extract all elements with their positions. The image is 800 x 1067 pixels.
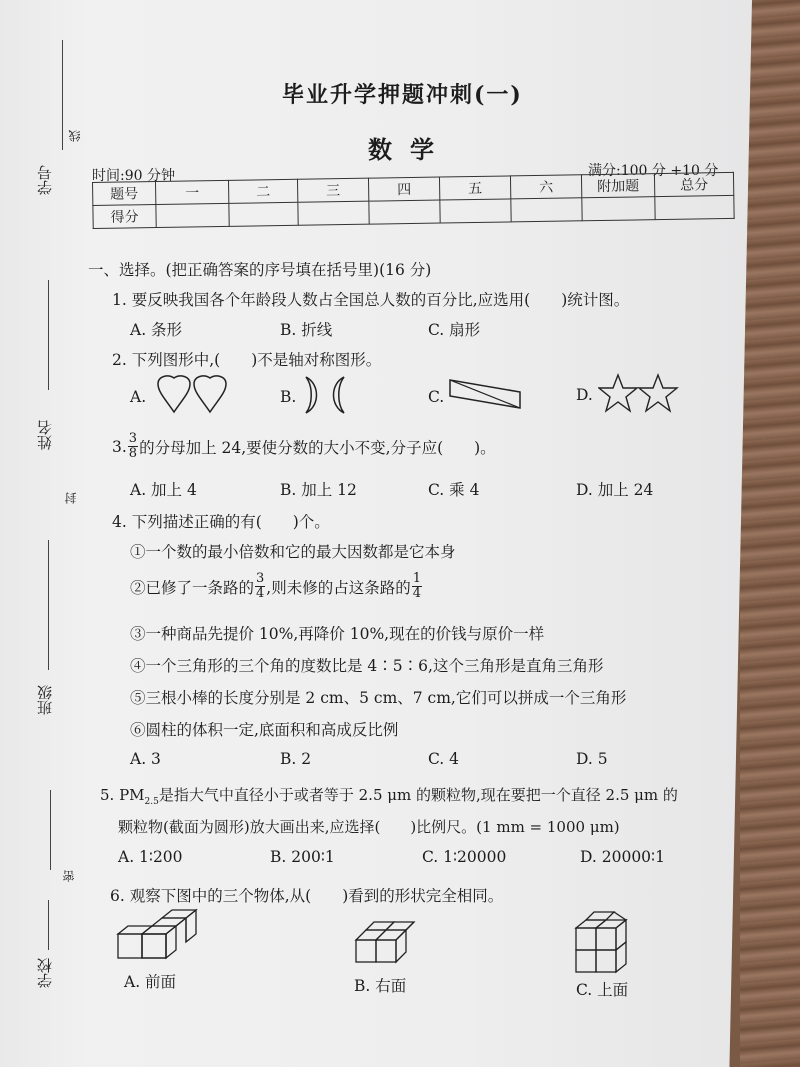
fraction-numerator: 3 bbox=[256, 571, 265, 586]
exam-title: 毕业升学押题冲刺(一) bbox=[282, 82, 523, 108]
score-blank-cell bbox=[369, 200, 440, 224]
back-to-back-crescents-icon bbox=[300, 374, 350, 416]
two-hearts-icon bbox=[154, 374, 238, 416]
question-4: 4. 下列描述正确的有( )个。 bbox=[112, 513, 330, 531]
score-table-cell: 题号 bbox=[93, 182, 156, 206]
score-table-cell: 五 bbox=[439, 176, 510, 200]
cut-mark-xian: 线 bbox=[68, 130, 82, 142]
q4-option-a: A. 3 bbox=[130, 750, 161, 768]
score-blank-cell bbox=[582, 197, 655, 221]
q3-option-b: B. 加上 12 bbox=[280, 481, 357, 499]
q3-option-c: C. 乘 4 bbox=[428, 481, 480, 499]
fraction-denominator: 4 bbox=[256, 586, 265, 601]
fraction-numerator: 1 bbox=[412, 571, 422, 586]
q4-statement-2 bbox=[130, 572, 423, 601]
q5-option-a: A. 1∶200 bbox=[118, 848, 183, 866]
binding-line bbox=[62, 40, 63, 150]
q2-option-c: C. bbox=[428, 388, 445, 406]
student-no-label: 学号 bbox=[36, 165, 54, 195]
q6-option-c: C. 上面 bbox=[576, 981, 629, 999]
section-heading: 一、选择。(把正确答案的序号填在括号里)(16 分) bbox=[88, 261, 432, 279]
q4-s2-middle: ,则未修的占这条路的 bbox=[266, 578, 411, 597]
name-line bbox=[48, 280, 49, 390]
q4-statement-1: ①一个数的最小倍数和它的最大因数都是它本身 bbox=[130, 543, 456, 561]
cube-stack-c-icon bbox=[572, 910, 640, 976]
q1-option-a: A. 条形 bbox=[130, 321, 183, 339]
score-blank-cell bbox=[229, 202, 298, 226]
class-label: 班级 bbox=[36, 685, 54, 715]
fraction-3-4 bbox=[255, 572, 265, 601]
wood-background bbox=[740, 0, 800, 1067]
q4-statement-3: ③一种商品先提价 10%,再降价 10%,现在的价钱与原价一样 bbox=[130, 625, 545, 643]
q3-text: 的分母加上 24,要使分数的大小不变,分子应( )。 bbox=[139, 438, 496, 457]
question-3 bbox=[112, 432, 496, 461]
cut-mark-mi: 密 bbox=[62, 870, 76, 882]
q4-option-d: D. 5 bbox=[576, 750, 608, 768]
name-label: 姓名 bbox=[36, 420, 54, 450]
q4-s2-prefix: ②已修了一条路的 bbox=[130, 578, 255, 597]
fraction-denominator: 8 bbox=[128, 446, 138, 461]
two-stars-icon bbox=[598, 372, 682, 416]
question-6: 6. 观察下图中的三个物体,从( )看到的形状完全相同。 bbox=[110, 887, 504, 905]
q5-option-b: B. 200∶1 bbox=[270, 848, 335, 866]
score-table bbox=[92, 172, 735, 229]
cube-stack-b-icon bbox=[352, 916, 416, 968]
q4-statement-4: ④一个三角形的三个角的度数比是 4∶5∶6,这个三角形是直角三角形 bbox=[130, 657, 604, 675]
question-1: 1. 要反映我国各个年龄段人数占全国总人数的百分比,应选用( )统计图。 bbox=[112, 291, 630, 309]
question-5-line-1 bbox=[100, 784, 678, 807]
question-2: 2. 下列图形中,( )不是轴对称图形。 bbox=[112, 351, 382, 369]
q2-option-d: D. bbox=[576, 386, 593, 404]
q3-option-d: D. 加上 24 bbox=[576, 481, 654, 499]
score-table-cell: 附加题 bbox=[581, 174, 654, 198]
cube-stack-a-icon bbox=[114, 908, 200, 968]
fraction-3-8 bbox=[128, 432, 138, 461]
parallelogram-icon bbox=[448, 376, 524, 412]
q5-option-d: D. 20000∶1 bbox=[580, 848, 665, 866]
score-row-label: 得分 bbox=[93, 204, 156, 228]
cut-mark-feng: 封 bbox=[64, 492, 78, 504]
score-blank-cell bbox=[655, 195, 734, 219]
q4-option-b: B. 2 bbox=[280, 750, 312, 768]
question-5-line-2: 颗粒物(截面为圆形)放大画出来,应选择( )比例尺。(1 mm = 1000 μm) bbox=[118, 818, 620, 836]
q2-option-b: B. bbox=[280, 388, 297, 406]
binding-line-2 bbox=[50, 790, 51, 870]
q4-statement-6: ⑥圆柱的体积一定,底面积和高成反比例 bbox=[130, 721, 399, 739]
q4-statement-5: ⑤三根小棒的长度分别是 2 cm、5 cm、7 cm,它们可以拼成一个三角形 bbox=[130, 689, 627, 707]
score-table-cell: 四 bbox=[368, 177, 439, 201]
subject-title: 数学 bbox=[368, 135, 452, 164]
fraction-numerator: 3 bbox=[128, 431, 138, 446]
q6-option-b: B. 右面 bbox=[354, 977, 407, 995]
score-table-cell: 三 bbox=[297, 178, 368, 202]
score-table-cell: 六 bbox=[510, 175, 581, 199]
score-blank-cell bbox=[298, 201, 369, 225]
class-line bbox=[48, 540, 49, 670]
score-table-cell: 一 bbox=[156, 180, 229, 204]
score-blank-cell bbox=[440, 199, 511, 223]
full-score: 满分:100 分 +10 分 bbox=[588, 163, 719, 179]
time-limit: 时间:90 分钟 bbox=[92, 168, 175, 184]
q5-line1-text: 是指大气中直径小于或者等于 2.5 μm 的颗粒物,现在要把一个直径 2.5 μm 的 bbox=[158, 786, 678, 804]
score-blank-cell bbox=[511, 198, 582, 222]
q5-pm-subscript: 2.5 bbox=[144, 797, 159, 807]
q6-option-a: A. 前面 bbox=[124, 973, 177, 991]
q5-option-c: C. 1∶20000 bbox=[422, 848, 507, 866]
q3-number: 3. bbox=[112, 437, 127, 456]
score-blank-cell bbox=[156, 203, 229, 227]
score-table-cell: 总分 bbox=[654, 172, 733, 196]
fraction-denominator: 4 bbox=[412, 586, 422, 601]
q5-pm: 5. PM bbox=[100, 786, 145, 804]
fraction-1-4 bbox=[412, 572, 422, 601]
school-label: 学校 bbox=[36, 958, 54, 988]
q1-option-c: C. 扇形 bbox=[428, 321, 481, 339]
q1-option-b: B. 折线 bbox=[280, 321, 333, 339]
school-line bbox=[48, 900, 49, 950]
q3-option-a: A. 加上 4 bbox=[130, 481, 197, 499]
score-table-cell: 二 bbox=[228, 179, 297, 203]
q4-option-c: C. 4 bbox=[428, 750, 460, 768]
q2-option-a: A. bbox=[130, 388, 147, 406]
